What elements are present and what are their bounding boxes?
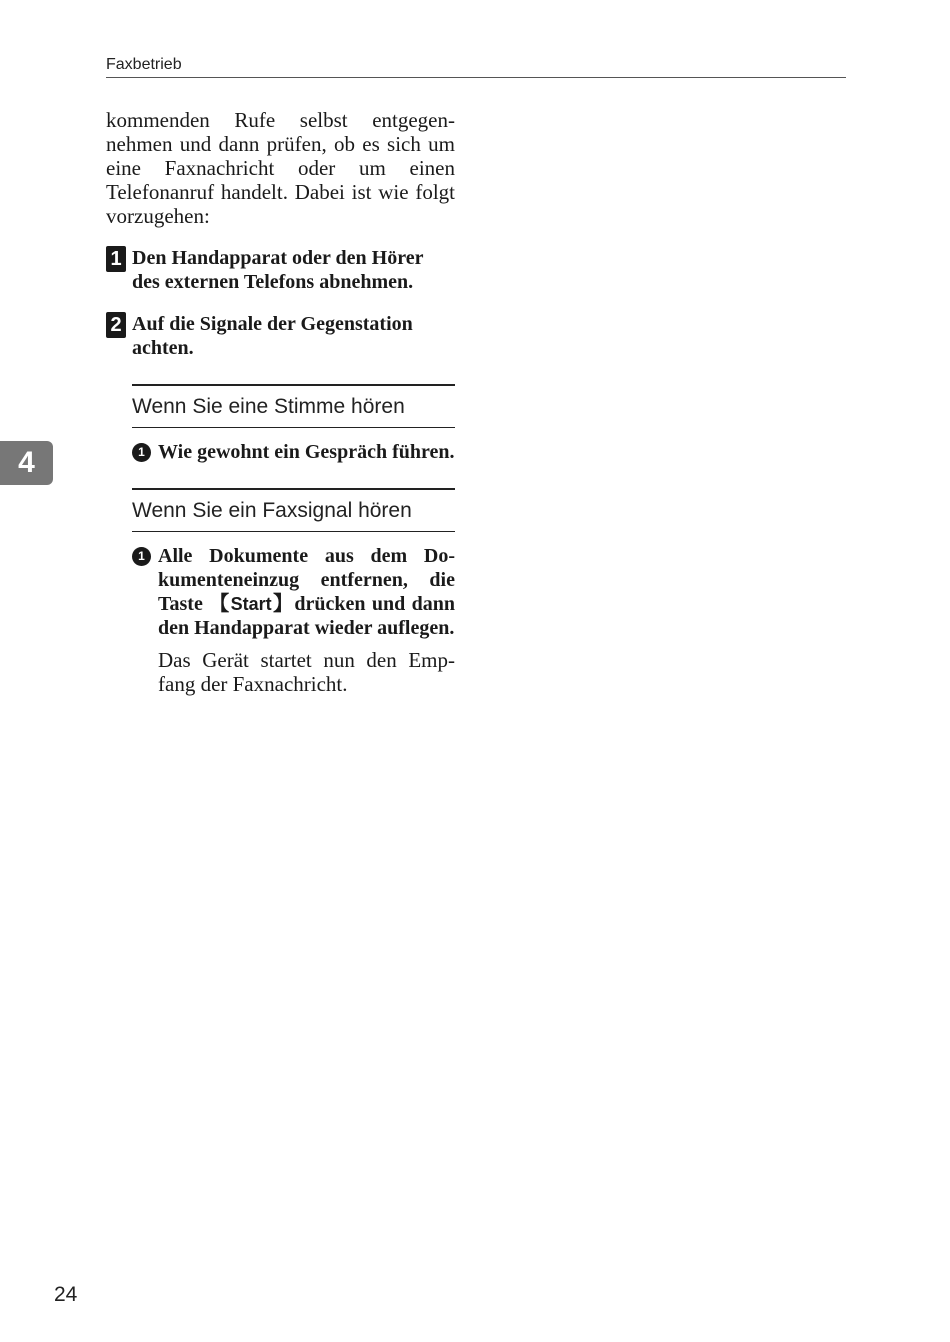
running-header: Faxbetrieb [106,56,182,73]
step-1 [106,246,455,294]
result-note: Das Gerät startet nun den Emp-fang der Faxnachricht. [158,648,455,696]
sub-item-text: Wie gewohnt ein Gespräch führen. [158,441,455,463]
page-number: 24 [54,1283,78,1306]
chapter-tab: 4 [0,441,53,485]
intro-paragraph: kommenden Rufe selbst entgegen-nehmen und dann prüfen, ob es sich um eine Faxnachricht oder um einen Telefonanruf handelt. Dabei ist wie folgt vorzugehen: [106,108,455,228]
instruction-text-continued: drücken und dann den Handapparat wieder auflegen. [158,593,456,639]
start-key-label: Start [230,594,272,614]
step-2 [106,312,455,360]
bullet-number-icon: 1 [132,547,151,566]
section-fax [132,488,455,696]
header-rule [106,77,846,78]
step-number-icon: 1 [106,246,126,272]
section-voice [132,384,455,464]
step-text: Den Handapparat oder den Hörer des externen Telefons abnehmen. [132,247,424,293]
main-column [106,108,455,696]
key-bracket-open: 【 [209,593,231,615]
section-title: Wenn Sie eine Stimme hören [132,384,455,428]
instruction-text: Alle Dokumente aus dem Do-kumenteneinzug entfernen, die Taste [158,545,455,615]
bullet-number-icon: 1 [132,443,151,462]
sub-item [132,440,455,464]
sub-item [132,544,455,696]
section-title: Wenn Sie ein Faxsignal hören [132,488,455,532]
sub-item-text [158,544,455,640]
step-number-icon: 2 [106,312,126,338]
step-text: Auf die Signale der Gegenstation achten. [132,313,413,359]
key-bracket-close: 】 [271,593,295,615]
